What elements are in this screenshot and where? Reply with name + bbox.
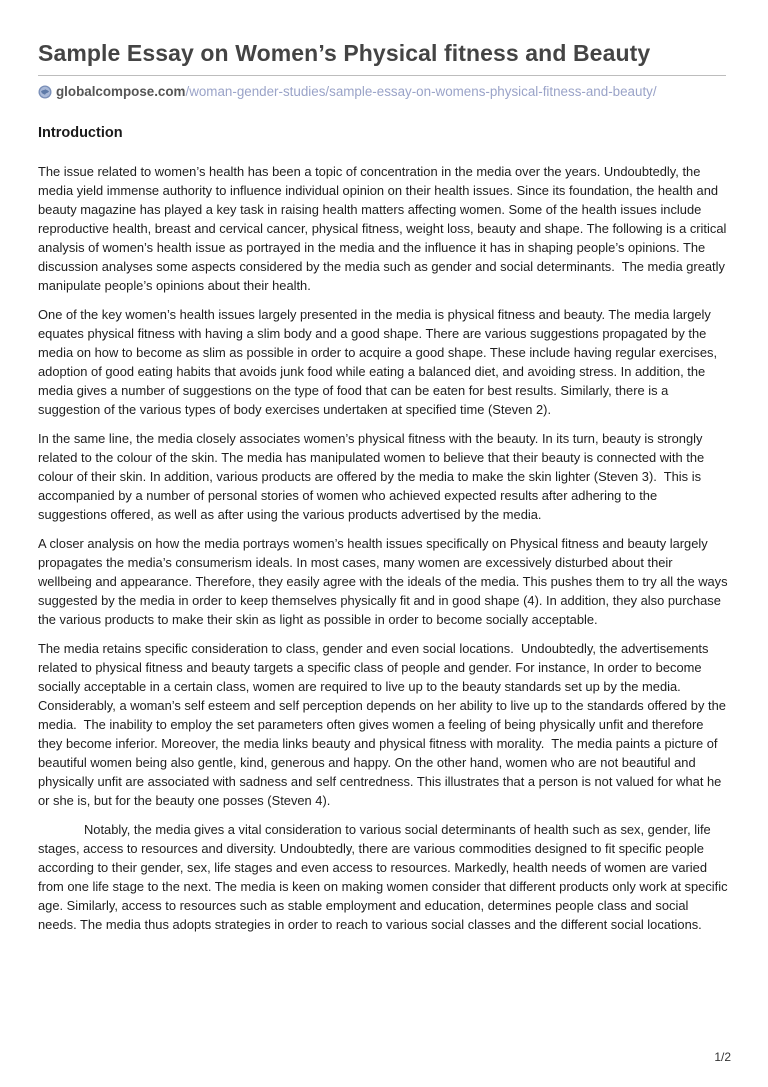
- source-path-link[interactable]: /woman-gender-studies/sample-essay-on-womens-physical-fitness-and-beauty/: [185, 84, 657, 99]
- source-domain-link[interactable]: globalcompose.com: [56, 84, 186, 99]
- paragraph: One of the key women’s health issues largely presented in the media is physical fitness and beauty. The media largely equates physical fitness with having a slim body and a good shape. There are various suggestions propagated by the media on how to become as slim as possible in order to acquire a good shape. These include having regular exercises, adoption of good eating habits that avoids junk food while eating a balanced diet, and avoiding stress. In addition, the media gives a number of suggestions on the type of food that can be eaten for best results. Similarly, there is a suggestion of the various types of body exercises undertaken at specified time (Steven 2).: [38, 307, 718, 417]
- document-page: [38, 38, 728, 944]
- source-line: [38, 83, 728, 100]
- section-heading: Introduction: [38, 125, 123, 141]
- globe-icon: [38, 85, 52, 99]
- page-title: Sample Essay on Women’s Physical fitness and Beauty: [38, 40, 651, 66]
- paragraph: The issue related to women’s health has been a topic of concentration in the media over the years. Undoubtedly, the media yield immense authority to influence individual opinion on their health issues. Since its foundation, the health and beauty magazine has played a key task in raising health matters affecting women. Some of the health issues include reproductive health, breast and cervical cancer, physical fitness, weight loss, beauty and shape. The following is a critical analysis of women’s health issue as portrayed in the media and the influence it has in shaping people’s opinions. The discussion analyses some aspects considered by the media such as gender and social determinants. The media greatly manipulate people’s opinions about their health.: [38, 164, 727, 293]
- paragraph: Notably, the media gives a vital consideration to various social determinants of health such as sex, gender, life stages, access to resources and diversity. Undoubtedly, there are various commodities designed to fit specific people according to their gender, sex, life stages and even access to resources. Markedly, health needs of women are varied from one life stage to the next. The media is keen on making women consider that different products only work at specific age. Similarly, access to resources such as stable employment and education, determines people class and social needs. The media thus adopts strategies in order to reach to various social classes and the different social locations.: [38, 822, 728, 932]
- paragraph: A closer analysis on how the media portrays women’s health issues specifically on Physical fitness and beauty largely propagates the media’s consumerism ideals. In most cases, many women are excessively disturbed about their wellbeing and appearance. Therefore, they easily agree with the ideals of the media. This pushes them to try all the ways suggested by the media in order to keep themselves physically fit and in good shape (4). In addition, they also purchase the various products to make their skin as light as possible in order to become socially acceptable.: [38, 536, 728, 627]
- paragraph: The media retains specific consideration to class, gender and even social locations. Undoubtedly, the advertisements related to physical fitness and beauty targets a specific class of people and gender. For instance, In order to become socially acceptable in a certain class, women are required to live up to the beauty standards set up by the media. Considerably, a woman’s self esteem and self perception depends on her ability to live up to the standards offered by the media. The inability to employ the set parameters often gives women a feeling of being physically unfit and therefore they become inferior. Moreover, the media links beauty and physical fitness with morality. The media paints a picture of beautiful women being also gentle, kind, generous and happy. On the other hand, women who are not beautiful and physically unfit are associated with sadness and self centredness. This illustrates that a person is not valued for what he or she is, but for the beauty one posses (Steven 4).: [38, 641, 726, 808]
- paragraph: In the same line, the media closely associates women’s physical fitness with the beauty. In its turn, beauty is strongly related to the colour of the skin. The media has manipulated women to believe that their beauty is connected with the colour of their skin. In addition, various products are offered by the media to make the skin lighter (Steven 3). This is accompanied by a number of personal stories of women who achieved expected results after adhering to the suggestions offered, as well as after using the various products advertised by the media.: [38, 431, 705, 522]
- page-number: 1/2: [714, 1050, 731, 1064]
- title-divider: [38, 75, 726, 76]
- essay-body: [38, 162, 728, 934]
